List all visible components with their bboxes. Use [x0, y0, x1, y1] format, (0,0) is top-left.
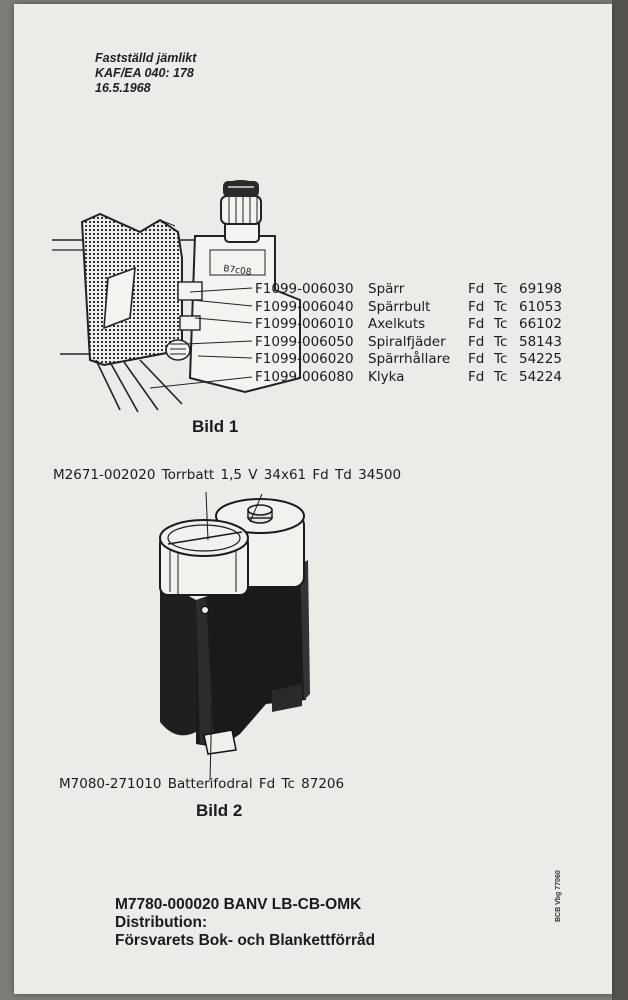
distribution-label: Distribution:	[115, 914, 208, 931]
part-code: 54224	[519, 368, 562, 385]
part-number: F1099-006020	[255, 351, 354, 367]
part-tc: Tc	[494, 368, 508, 385]
part-code: 58143	[519, 333, 562, 350]
part-name: Axelkuts	[368, 316, 426, 332]
figure-1-caption: Bild 1	[192, 417, 239, 436]
part-number: F1099-006080	[255, 368, 354, 385]
part-name: Spärrbult	[368, 298, 431, 315]
approval-line-2: KAF/EA 040: 178	[95, 66, 194, 80]
distributor-name: Försvarets Bok- och Blankettförråd	[115, 932, 376, 949]
part-tc: Tc	[494, 281, 508, 297]
part-fd: Fd	[468, 351, 485, 367]
part-number: F1099-006010	[255, 316, 354, 332]
part-tc: Tc	[494, 316, 508, 332]
part-fd: Fd	[468, 333, 485, 350]
distribution-footer	[115, 896, 375, 950]
part-number: F1099-006030	[255, 281, 354, 297]
part-code: 61053	[519, 298, 562, 315]
holder-part-line: M7080-271010 Batterifodral Fd Tc 87206	[59, 776, 345, 792]
part-fd: Fd	[468, 281, 485, 297]
part-fd: Fd	[468, 316, 485, 332]
printer-mark: BCB Vbg 77060	[555, 870, 562, 922]
part-fd: Fd	[468, 368, 485, 385]
part-tc: Tc	[494, 351, 508, 367]
form-number: M7780-000020 BANV LB-CB-OMK	[115, 896, 362, 913]
part-code: 66102	[519, 316, 562, 332]
part-tc: Tc	[494, 333, 508, 350]
part-fd: Fd	[468, 298, 485, 315]
part-number: F1099-006050	[255, 333, 354, 350]
part-number: F1099-006040	[255, 298, 354, 315]
part-name: Spiralfjäder	[368, 333, 446, 350]
figure-2-caption: Bild 2	[196, 801, 243, 820]
svg-text:B7c08: B7c08	[222, 264, 253, 278]
part-code: 69198	[519, 281, 562, 297]
part-code: 54225	[519, 351, 562, 367]
approval-line-3: 16.5.1968	[95, 81, 151, 95]
part-tc: Tc	[494, 298, 508, 315]
approval-line-1: Fastställd jämlikt	[95, 51, 197, 65]
battery-part-line: M2671-002020 Torrbatt 1,5 V 34x61 Fd Td 34500	[53, 467, 402, 483]
part-name: Klyka	[368, 368, 405, 385]
part-name: Spärr	[368, 281, 405, 297]
part-name: Spärrhållare	[368, 351, 451, 367]
